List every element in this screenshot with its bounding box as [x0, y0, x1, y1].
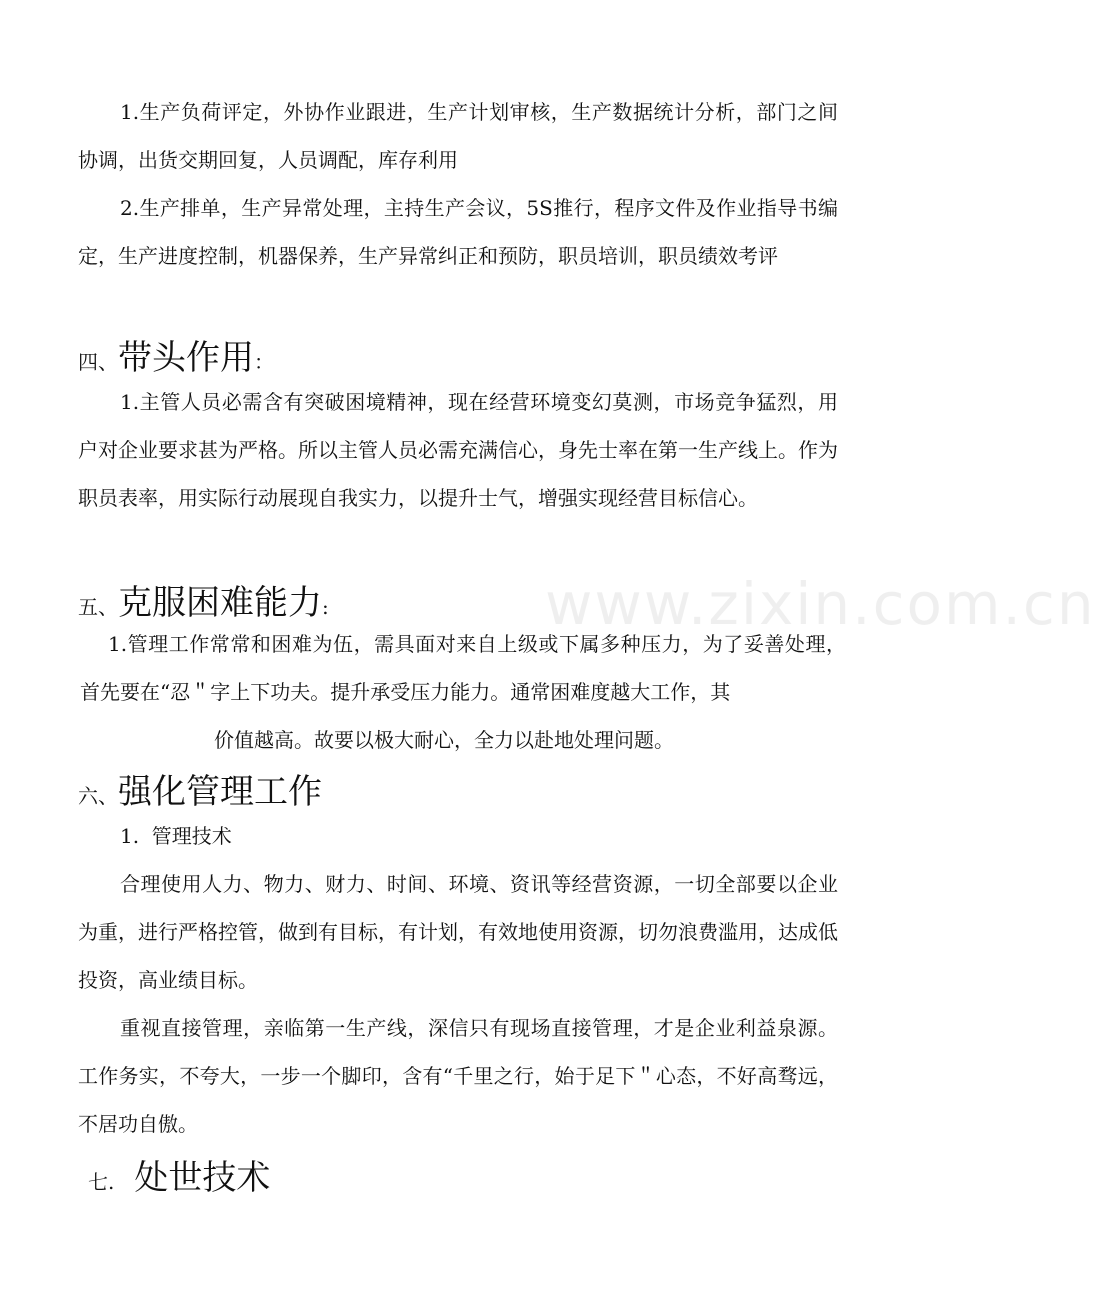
section7-number: 七. [88, 1170, 115, 1194]
section6-para2: 重视直接管理，亲临第一生产线，深信只有现场直接管理，才是企业利益泉源。工作务实，不夸大，一步一个脚印，含有“千里之行，始于足下＂心态，不好高骛远，不居功自傲。 [78, 1016, 838, 1136]
section4-title: 带头作用 [118, 338, 254, 378]
section6-heading [78, 764, 322, 813]
section7-title: 处世技术 [134, 1158, 271, 1198]
section4-heading [78, 330, 274, 379]
section5-colon: : [322, 595, 329, 619]
section5-item1: 1.管理工作常常和困难为伍，需具面对来自上级或下属多种压力，为了妥善处理，首先要在“忍＂字上下功夫。提升承受压力能力。通常困难度越大工作，其 [80, 632, 846, 704]
watermark: www.zixin.com.cn [545, 570, 1096, 638]
section3-item1: 1.生产负荷评定，外协作业跟进，生产计划审核，生产数据统计分析，部门之间协调，出货交期回复，人员调配，库存利用 [78, 100, 838, 172]
section7-heading [88, 1150, 270, 1199]
section5-item1-end: 价值越高。故要以极大耐心，全力以赴地处理问题。 [214, 728, 674, 752]
section6-number: 六、 [78, 784, 118, 808]
section6-para1: 合理使用人力、物力、财力、时间、环境、资讯等经营资源，一切全部要以企业为重，进行严格控管，做到有目标，有计划，有效地使用资源，切勿浪费滥用，达成低投资，高业绩目标。 [78, 872, 838, 992]
section5-heading [78, 575, 329, 624]
section5-title: 克服困难能力 [118, 583, 322, 623]
section4-number: 四、 [78, 350, 118, 374]
section6-title: 强化管理工作 [118, 772, 322, 812]
section6-sub1: 1. 管理技术 [120, 824, 232, 848]
section4-colon: ： [254, 350, 274, 374]
section5-number: 五、 [78, 595, 118, 619]
section4-item1: 1.主管人员必需含有突破困境精神，现在经营环境变幻莫测，市场竞争猛烈，用户对企业要求甚为严格。所以主管人员必需充满信心，身先士率在第一生产线上。作为职员表率，用实际行动展现自我实力，以提升士气，增强实现经营目标信心。 [78, 390, 838, 510]
section3-item2: 2.生产排单，生产异常处理，主持生产会议，5S推行，程序文件及作业指导书编定，生产进度控制，机器保养，生产异常纠正和预防，职员培训，职员绩效考评 [78, 196, 838, 268]
